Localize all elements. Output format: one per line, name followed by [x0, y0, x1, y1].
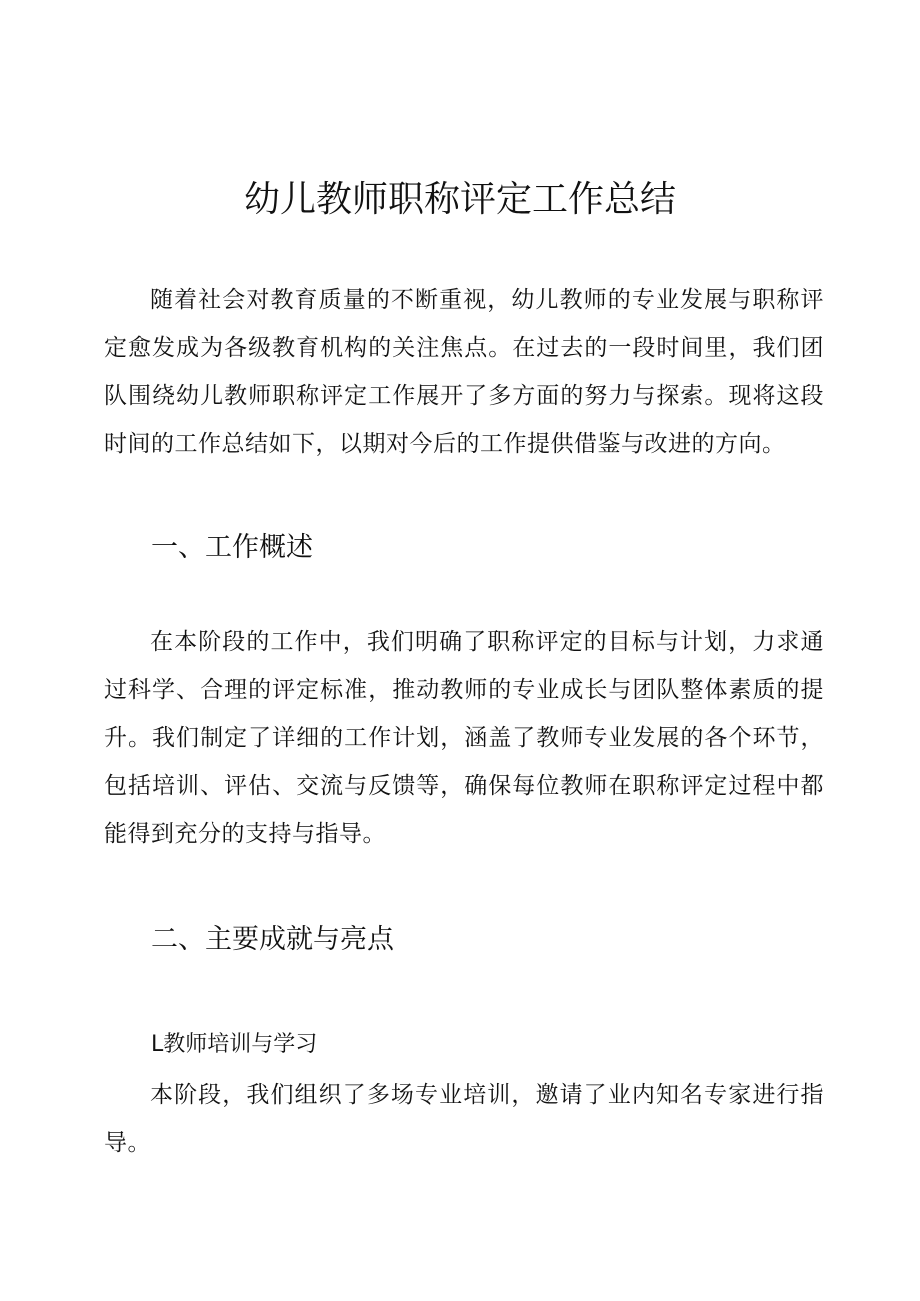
document-title: 幼儿教师职称评定工作总结 [243, 179, 676, 220]
subsection-heading-training: L教师培训与学习 [151, 1032, 318, 1057]
overview-paragraph: 在本阶段的工作中，我们明确了职称评定的目标与计划，力求通过科学、合理的评定标准，推动教师的专业成长与团队整体素质的提升。我们制定了详细的工作计划，涵盖了教师专业发展的各个环节，包括培训、评估、交流与反馈等，确保每位教师在职称评定过程中都能得到充分的支持与指导。 [104, 629, 824, 847]
intro-paragraph: 随着社会对教育质量的不断重视，幼儿教师的专业发展与职称评定愈发成为各级教育机构的关注焦点。在过去的一段时间里，我们团队围绕幼儿教师职称评定工作展开了多方面的努力与探索。现将这段时间的工作总结如下，以期对今后的工作提供借鉴与改进的方向。 [104, 287, 824, 457]
training-paragraph: 本阶段，我们组织了多场专业培训，邀请了业内知名专家进行指导。 [104, 1082, 824, 1156]
section-heading-achievements: 二、主要成就与亮点 [151, 924, 394, 955]
section-heading-overview: 一、工作概述 [151, 532, 313, 563]
